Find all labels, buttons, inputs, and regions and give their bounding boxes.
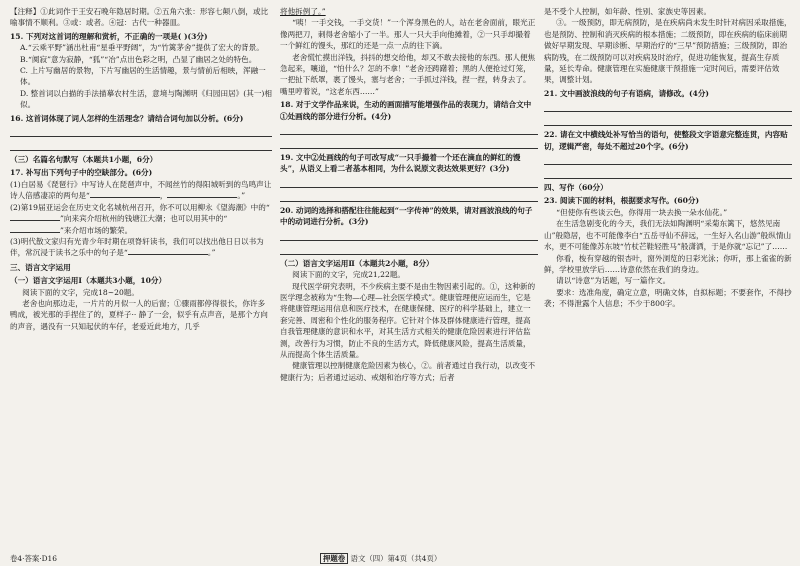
passage-text: 将他拆例了。” xyxy=(280,7,326,16)
question-16: 16. 这首词体现了词人怎样的生活理念？请结合词句加以分析。(6分) xyxy=(10,113,244,123)
left-column xyxy=(10,6,272,332)
q17-3-text: (3)明代散文家归有光青少年时期在项脊轩读书，我们可以找出他日日以书为伴，常沉浸于读书之乐中的句子是“ xyxy=(10,236,264,258)
answer-line[interactable] xyxy=(10,126,272,137)
right-column xyxy=(544,6,792,310)
passage-text: ③。一级预防，即无病预防，是在疾病尚未发生时针对病因采取措施，也是预防、控制和消灭疾病的根本措施；二级预防，即在疾病的临床前期做好早期发现、早期诊断、早期治疗的“三早”预防措施；三级预防，即治病防残，在二级预防可以对疾病及时治疗，促进功能恢复，提高生存质量，延长寿命。健康管理在实施健康干预措施一定时间后，需要评估效果，调整计划。 xyxy=(544,18,792,85)
fill-blank[interactable] xyxy=(10,220,60,221)
fill-blank[interactable] xyxy=(167,197,237,198)
question-20: 20. 动词的选择和搭配往往能起到“一字传神”的效果，请对画波浪线的句子中的动词进行分析。(3分) xyxy=(280,205,533,227)
question-17-item-1 xyxy=(10,179,272,202)
passage-text: “咦！一手交钱，一手交货！”一个浑身黑色的人，站在老舍面前，眼光正像两把刀，刺得老舍缩小了一半。那人一只大手向他摊着，②一只手却撮着一个鲜红的馒头，那红的还是一点一点的往下滴。 xyxy=(280,18,536,51)
question-17: 17. 补写出下列句子中的空缺部分。(6分) xyxy=(10,168,153,178)
fill-blank[interactable] xyxy=(10,232,60,233)
section-language-use-2: （二）语言文字运用Ⅱ（本题共2小题，8分） xyxy=(280,258,434,268)
reading-instruction: 阅读下面的文字，完成21,22题。 xyxy=(292,270,406,280)
q17-1-text: (1)白居易《琵琶行》中写诗人在琵琶声中，不闻丝竹的得阳城听到的鸟鸣声让诗人倍感凄凉的两句是“ xyxy=(10,179,272,201)
answer-line[interactable] xyxy=(280,138,538,149)
question-17-item-3 xyxy=(10,236,272,259)
section-recitation: （三）名篇名句默写（本题共1小题，6分） xyxy=(10,155,158,165)
passage-text: 健康管理以控制健康危险因素为核心，②。前者通过自我行动，以改变不健康行为；后者通过运动、戒烟和治疗等方式；后者 xyxy=(280,361,536,382)
answer-line[interactable] xyxy=(280,124,538,135)
answer-line[interactable] xyxy=(544,154,792,165)
section-writing: 四、写作（60分） xyxy=(544,183,608,193)
footer-page-title: 语文（四）第4页（共4页） xyxy=(350,554,442,563)
answer-line[interactable] xyxy=(544,115,792,126)
question-23: 23. 阅读下面的材料，根据要求写作。(60分) xyxy=(544,196,700,206)
question-21: 21. 文中画波浪线的句子有语病，请修改。(4分) xyxy=(544,88,710,98)
question-15-option-c: C. 上片写幽居的景物，下片写幽居的生活情趣，景与情前后相映，浑融一体。 xyxy=(20,66,266,87)
answer-line[interactable] xyxy=(10,140,272,151)
question-19: 19. 文中②处画线的句子可改写成“一只手撮着一个还在滴血的鲜红的馒头”，从语义上看二者基本相同，为什么说原文表达效果更好？(3分) xyxy=(280,153,521,174)
writing-requirements: 要求：选准角度，确定立意，明确文体，自拟标题；不要套作，不得抄袭；不得泄露个人信息；不少于800字。 xyxy=(544,287,792,309)
question-15-option-b: B.“阒寂”意为寂静，“狐”“冶”点出色彩之明，凸显了幽居之处的特色。 xyxy=(20,54,257,64)
passage-text: 是不受个人控制，如年龄、性别、家族史等因素。 xyxy=(544,7,712,16)
question-22: 22. 请在文中横线处补写恰当的语句，使整段文字语意完整连贯，内容贴切，逻辑严密，每处不超过20个字。(6分) xyxy=(544,130,788,151)
footer-brand-badge: 押题卷 xyxy=(320,553,348,564)
fill-blank[interactable] xyxy=(128,254,208,255)
fill-blank[interactable] xyxy=(90,197,160,198)
q17-2-mid: ”向来宾介绍杭州的钱塘江大潮；也可以用其中的“ xyxy=(60,214,228,224)
writing-task: 请以“诗意”为话题，写一篇作文。 xyxy=(556,276,671,286)
answer-line[interactable] xyxy=(544,101,792,112)
writing-material: 你看，梭有穿越的银杏叶，窗外浏览的日彩光泳；你听，那上雀雀的新鲜，学校里放学后……诗意依然在我们的身边。 xyxy=(544,253,792,274)
q17-3-end: 。” xyxy=(207,248,216,258)
passage-text: 现代医学研究表明，不少疾病主要不是由生物因素引起的。①，这种新的医学理念被称为“生物—心理—社会医学模式”。健康管理便应运而生，它是将健康管理运用信息和医疗技术，在健康保健、医疗的科学基础上，建立一套完善、周密和个性化的服务程序。它针对个体及群体健康进行管理，提高自我管理健康的意识和水平，对其生活方式相关的健康危险因素进行评估监测，改善行为习惯，防止不良的生活方式，降低健康风险，提高生活质量，从而提高个体生活质量。 xyxy=(280,281,536,359)
passage-text: 老舍慌忙摸出洋钱，抖抖的想交给他，却又不敢去接他的东西。那人便焦急起来，嚷道，“怕什么？怎的不拿！”老舍还踌躇着；黑的人便抢过灯笼，一把扯下纸罩，裹了馒头，塞与老舍；一手抓过洋钱，捏一捏，转身去了。嘴里哼着说，“这老东西……” xyxy=(280,52,536,96)
poem-note: 【注释】①此词作于王安石晚年隐居时期。②五角六张：形容七颠八倒，或比喻事情不顺利。③或：或者。④冠：古代一种器皿。 xyxy=(10,7,269,28)
q17-2-text: (2)第19届亚运会在历史文化名城杭州召开，你不可以用柳永《望海潮》中的“ xyxy=(10,202,270,212)
middle-column xyxy=(280,6,538,383)
answer-line[interactable] xyxy=(280,244,538,255)
answer-line[interactable] xyxy=(280,191,538,202)
writing-quote: “但使你有些谈云色，你得用一块去换一朵水仙花。” xyxy=(556,207,728,217)
question-15-option-d: D. 整首词以白描的手法描摹农村生活，意境与陶渊明《归园田居》(其一)相似。 xyxy=(20,88,272,110)
writing-material: 在生活急剧变化的今天，我们无法如陶渊明“采菊东篱下，悠然见南山”般隐居，也不可能像李白“五岳寻仙不辞远，一生好入名山游”般纵情山水，更不可能像苏东坡“竹杖芒鞋轻胜马”般潇洒，于是你就“忘记”了…… xyxy=(544,219,792,252)
footer-answer-code: 卷4·答案·D16 xyxy=(10,554,57,563)
q17-1-sep: ， xyxy=(159,191,168,201)
question-18: 18. 对于文学作品来说，生动的画面描写能增强作品的表现力，请结合文中①处画线的部分进行分析。(4分) xyxy=(280,100,532,121)
passage-text: 老舍也向那边走，一片片的月似一人的后窗；①骤雨都停得很长，你许多鸭成，被光那的手捏住了的，夏样子·· 静了一会，似乎有点声音，是那个方向的声音，遇没有一只知起伏的车仔，老爱近此地方，几乎 xyxy=(10,298,268,331)
q17-1-end: 。” xyxy=(237,191,246,201)
section-language-use: 三、语言文字运用 xyxy=(10,262,71,272)
answer-line[interactable] xyxy=(544,168,792,179)
reading-instruction: 阅读下面的文字，完成18~20题。 xyxy=(22,287,139,297)
answer-line[interactable] xyxy=(280,230,538,241)
section-language-use-1: （一）语言文字运用Ⅰ（本题共3小题，10分） xyxy=(10,276,167,286)
question-17-item-2 xyxy=(10,202,272,236)
answer-line[interactable] xyxy=(280,177,538,188)
q17-2-end: ”来介绍市场的繁荣。 xyxy=(60,225,133,235)
question-15-option-a: A.“云乘平野”涵出杜甫“星垂平野阔”，为“竹篱茅舍”提供了宏大的背景。 xyxy=(20,43,264,53)
footer-page-info xyxy=(320,554,441,564)
question-15: 15. 下列对这首词的理解和赏析，不正确的一项是( )(3分) xyxy=(10,31,208,41)
